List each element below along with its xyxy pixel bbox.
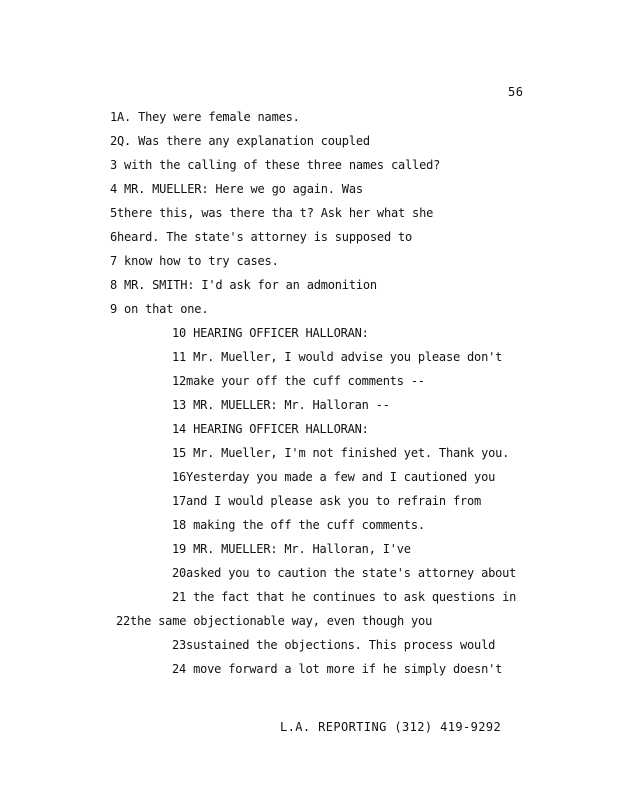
reporter-footer: L.A. REPORTING (312) 419-9292 [280, 720, 502, 734]
transcript-line-10: 10 HEARING OFFICER HALLORAN: [172, 326, 369, 340]
transcript-line-2: 2Q. Was there any explanation coupled [110, 134, 370, 148]
page-number: 56 [508, 85, 524, 99]
transcript-line-23: 23sustained the objections. This process would [172, 638, 496, 652]
transcript-line-18: 18 making the off the cuff comments. [172, 518, 425, 532]
transcript-line-12: 12make your off the cuff comments -- [172, 374, 425, 388]
transcript-line-24: 24 move forward a lot more if he simply doesn't [172, 662, 503, 676]
transcript-line-20: 20asked you to caution the state's attorney about [172, 566, 517, 580]
transcript-line-8: 8 MR. SMITH: I'd ask for an admonition [110, 278, 377, 292]
transcript-line-21: 21 the fact that he continues to ask questions in [172, 590, 517, 604]
transcript-line-19: 19 MR. MUELLER: Mr. Halloran, I've [172, 542, 411, 556]
transcript-line-9: 9 on that one. [110, 302, 209, 316]
transcript-line-22: 22the same objectionable way, even though you [116, 614, 433, 628]
transcript-line-5: 5there this, was there tha t? Ask her what she [110, 206, 434, 220]
transcript-line-14: 14 HEARING OFFICER HALLORAN: [172, 422, 369, 436]
transcript-line-16: 16Yesterday you made a few and I cautioned you [172, 470, 496, 484]
transcript-line-6: 6heard. The state's attorney is supposed to [110, 230, 413, 244]
transcript-line-11: 11 Mr. Mueller, I would advise you please don't [172, 350, 503, 364]
transcript-line-13: 13 MR. MUELLER: Mr. Halloran -- [172, 398, 390, 412]
transcript-line-7: 7 know how to try cases. [110, 254, 279, 268]
transcript-line-3: 3 with the calling of these three names called? [110, 158, 441, 172]
transcript-line-1: 1A. They were female names. [110, 110, 300, 124]
transcript-line-4: 4 MR. MUELLER: Here we go again. Was [110, 182, 363, 196]
transcript-line-17: 17and I would please ask you to refrain from [172, 494, 482, 508]
transcript-line-15: 15 Mr. Mueller, I'm not finished yet. Thank you. [172, 446, 510, 460]
